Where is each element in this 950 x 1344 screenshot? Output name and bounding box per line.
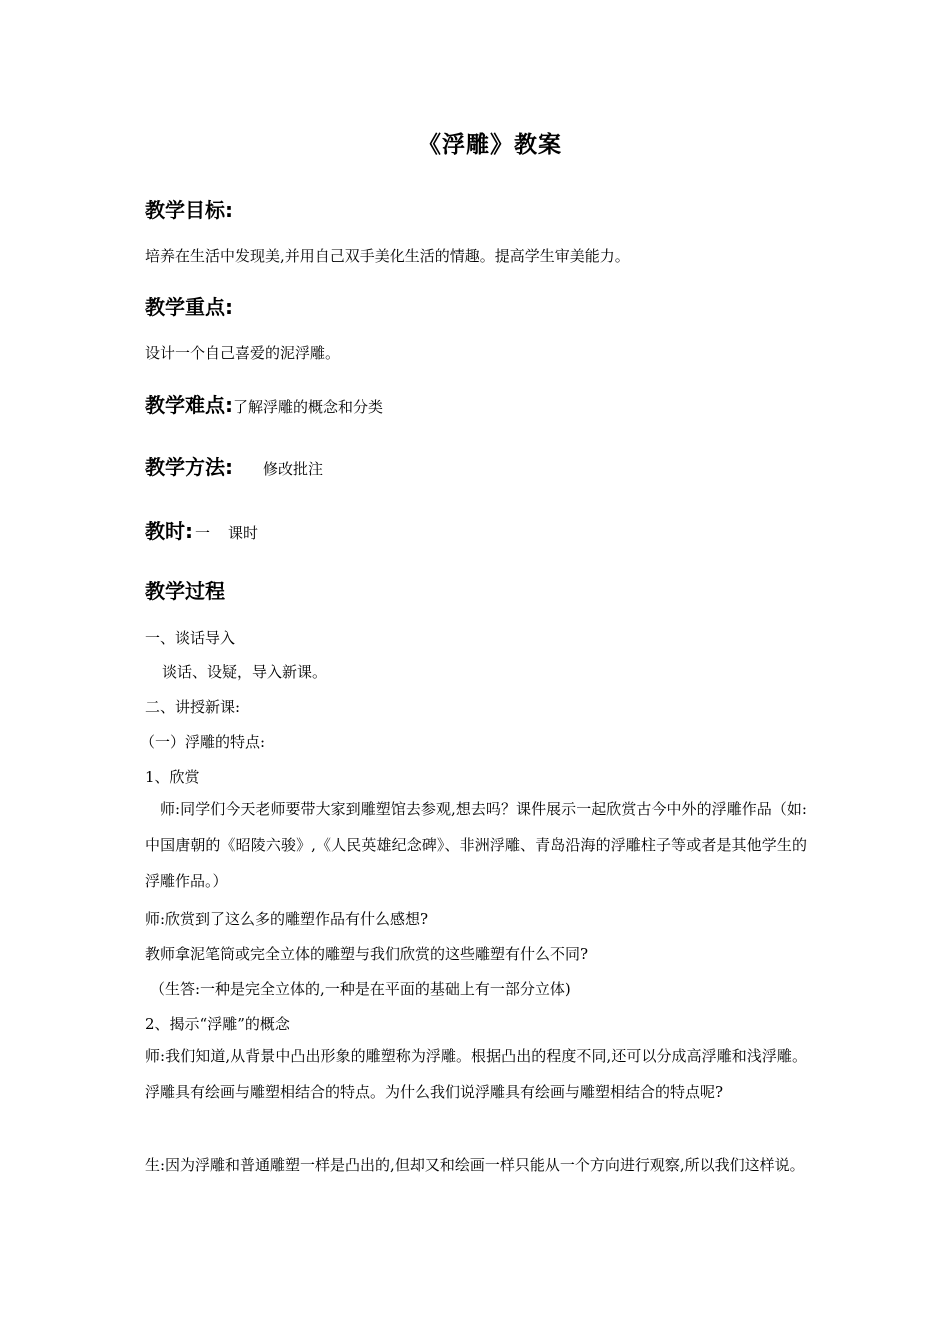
method-text: 修改批注 — [263, 460, 324, 478]
paragraph-5: 师:我们知道,从背景中凸出形象的雕塑称为浮雕。根据凸出的程度不同,还可以分成高浮雕和浅浮雕。浮雕具有绘画与雕塑相结合的特点。为什么我们说浮雕具有绘画与雕塑相结合的特点呢? — [145, 1047, 807, 1101]
key-points-text: 设计一个自己喜爱的泥浮雕。 — [145, 344, 341, 362]
objectives-heading: 教学目标: — [145, 198, 233, 222]
method-row — [145, 451, 323, 480]
document-title: 《浮雕》教案 — [418, 132, 562, 158]
method-heading: 教学方法: — [145, 455, 233, 479]
duration-unit: 课时 — [228, 524, 259, 542]
paragraph-1: 师:同学们今天老师要带大家到雕塑馆去参观,想去吗？课件展示一起欣赏古今中外的浮雕作品（如:中国唐朝的《昭陵六骏》,《人民英雄纪念碑》、非洲浮雕、青岛沿海的浮雕柱子等或者是其他学生的浮雕作品。） — [145, 800, 807, 890]
difficulty-text: 了解浮雕的概念和分类 — [233, 398, 384, 416]
paragraph-3: 教师拿泥笔筒或完全立体的雕塑与我们欣赏的这些雕塑有什么不同? — [145, 945, 589, 963]
item-1-title: 1、欣赏 — [145, 768, 200, 786]
section-1-body: 谈话、设疑，导入新课。 — [162, 663, 328, 681]
objectives-text: 培养在生活中发现美,并用自己双手美化生活的情趣。提高学生审美能力。 — [145, 247, 630, 265]
difficulty-row — [145, 389, 383, 418]
key-points-heading: 教学重点: — [145, 295, 233, 319]
section-2-title: 二、讲授新课: — [145, 698, 241, 716]
paragraph-4: （生答:一种是完全立体的,一种是在平面的基础上有一部分立体) — [150, 980, 571, 998]
paragraph-6: 生:因为浮雕和普通雕塑一样是凸出的,但却又和绘画一样只能从一个方向进行观察,所以我们这样说。 — [145, 1156, 805, 1174]
section-2-subtitle: （一）浮雕的特点: — [140, 733, 266, 751]
duration-count: 一 — [195, 524, 211, 542]
difficulty-heading: 教学难点: — [145, 393, 233, 417]
section-1-title: 一、谈话导入 — [145, 629, 236, 647]
duration-heading: 教时: — [145, 519, 193, 543]
paragraph-2: 师:欣赏到了这么多的雕塑作品有什么感想? — [145, 910, 429, 928]
process-heading: 教学过程 — [145, 579, 225, 603]
duration-row — [145, 515, 258, 544]
item-2-title: 2、揭示“浮雕”的概念 — [145, 1015, 290, 1033]
